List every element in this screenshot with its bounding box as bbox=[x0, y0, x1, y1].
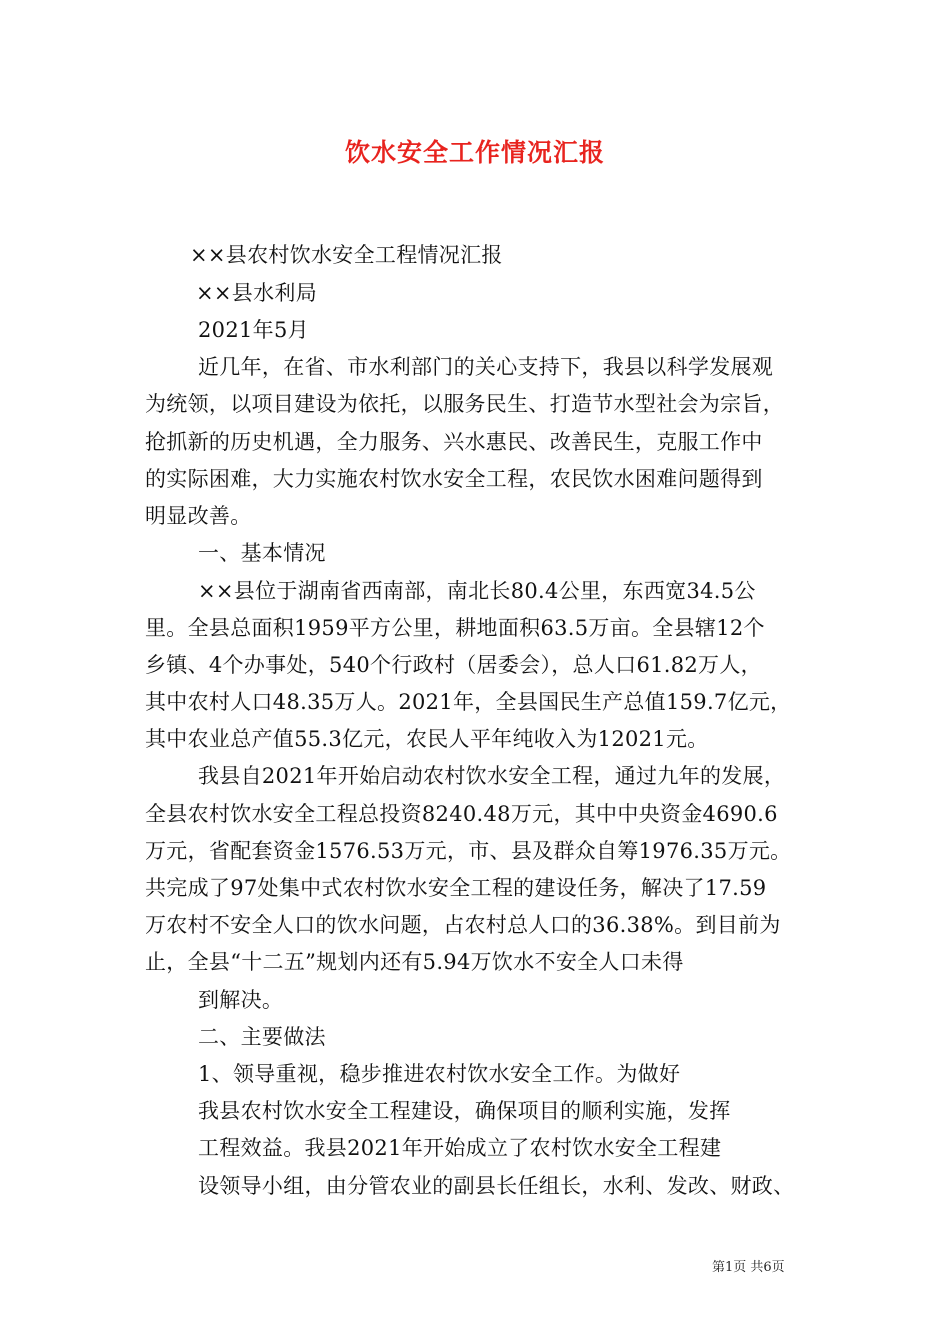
page-number-footer: 第1页 共6页 bbox=[712, 1260, 785, 1275]
paragraph-line: ××县位于湖南省西南部，南北长80.4公里，东西宽34.5公 bbox=[198, 579, 756, 603]
paragraph-line: 的实际困难，大力实施农村饮水安全工程，农民饮水困难问题得到 bbox=[145, 467, 763, 491]
paragraph-line: 全县农村饮水安全工程总投资8240.48万元，其中中央资金4690.6 bbox=[145, 802, 778, 826]
paragraph-line: 我县自2021年开始启动农村饮水安全工程，通过九年的发展， bbox=[198, 764, 786, 788]
document-title: 饮水安全工作情况汇报 bbox=[344, 138, 605, 167]
section-heading: 一、基本情况 bbox=[198, 541, 326, 565]
author-line: ××县水利局 bbox=[196, 281, 317, 305]
paragraph-line: 里。全县总面积1959平方公里，耕地面积63.5万亩。全县辖12个 bbox=[145, 616, 765, 640]
date-line: 2021年5月 bbox=[198, 318, 309, 342]
paragraph-line: 万元，省配套资金1576.53万元，市、县及群众自筹1976.35万元。 bbox=[145, 839, 792, 863]
section-heading: 二、主要做法 bbox=[198, 1025, 326, 1049]
paragraph-line: 抢抓新的历史机遇，全力服务、兴水惠民、改善民生，克服工作中 bbox=[145, 430, 763, 454]
paragraph-line: 我县农村饮水安全工程建设，确保项目的顺利实施，发挥 bbox=[198, 1099, 731, 1123]
paragraph-line: 到解决。 bbox=[198, 988, 284, 1012]
paragraph-line: 工程效益。我县2021年开始成立了农村饮水安全工程建 bbox=[198, 1136, 722, 1160]
paragraph-line: 万农村不安全人口的饮水问题，占农村总人口的36.38%。到目前为 bbox=[145, 913, 781, 937]
paragraph-line: 1、领导重视，稳步推进农村饮水安全工作。为做好 bbox=[198, 1062, 681, 1086]
paragraph-line: 为统领，以项目建设为依托，以服务民生、打造节水型社会为宗旨， bbox=[145, 392, 784, 416]
paragraph-line: 共完成了97处集中式农村饮水安全工程的建设任务，解决了17.59 bbox=[145, 876, 767, 900]
paragraph-line: 近几年，在省、市水利部门的关心支持下，我县以科学发展观 bbox=[198, 355, 774, 379]
paragraph-line: 明显改善。 bbox=[145, 504, 252, 528]
report-heading: ××县农村饮水安全工程情况汇报 bbox=[190, 243, 503, 267]
paragraph-line: 设领导小组，由分管农业的副县长任组长，水利、发改、财政、 bbox=[198, 1174, 795, 1198]
paragraph-line: 其中农业总产值55.3亿元，农民人平年纯收入为12021元。 bbox=[145, 727, 709, 751]
paragraph-line: 乡镇、4个办事处，540个行政村（居委会），总人口61.82万人， bbox=[145, 653, 762, 677]
paragraph-line: 止，全县“十二五”规划内还有5.94万饮水不安全人口未得 bbox=[145, 950, 684, 974]
paragraph-line: 其中农村人口48.35万人。2021年，全县国民生产总值159.7亿元， bbox=[145, 690, 792, 714]
